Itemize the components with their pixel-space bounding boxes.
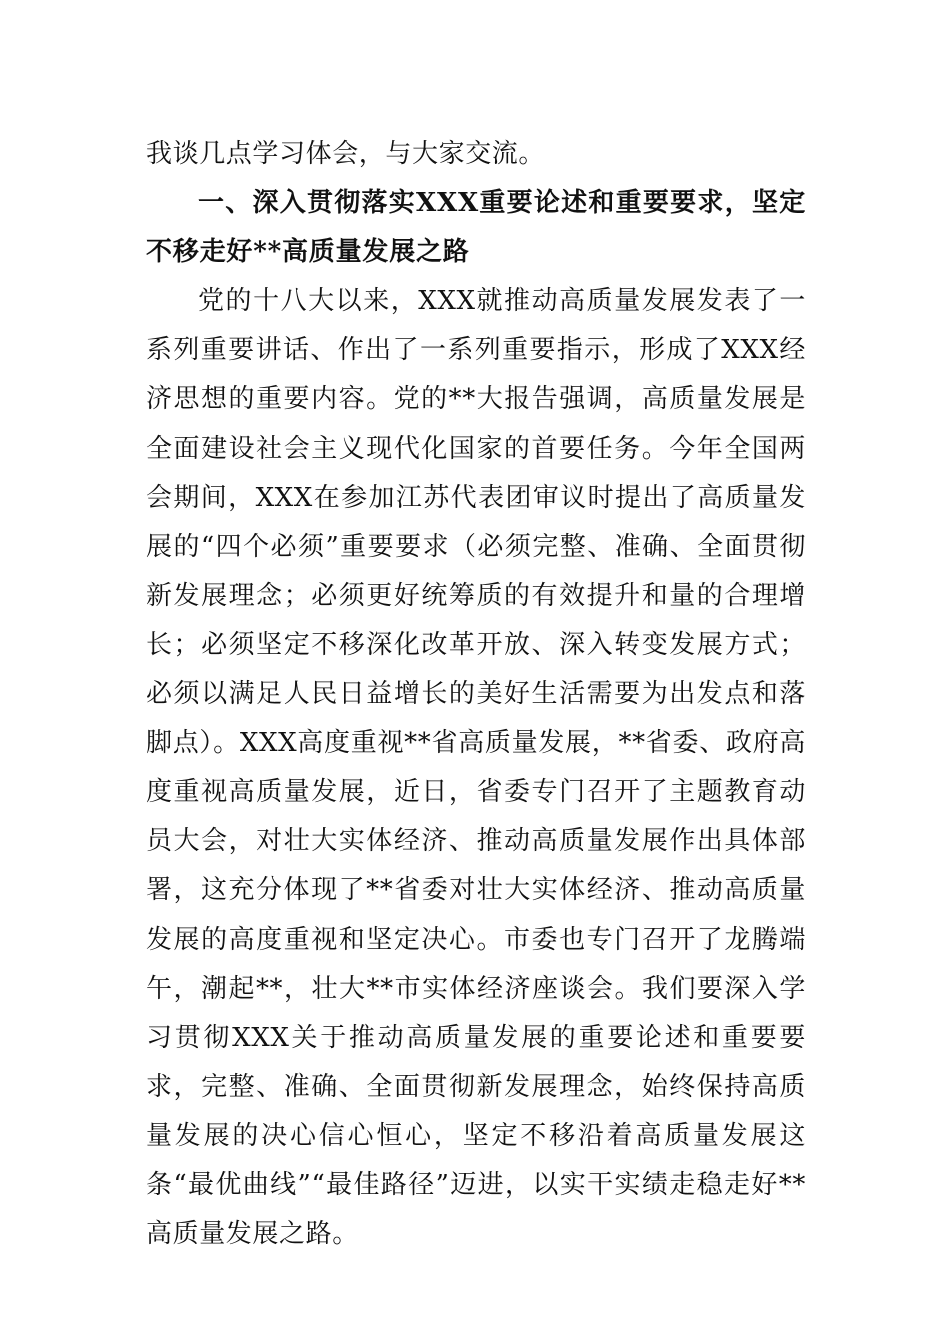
document-body [146,130,806,1259]
opening-line: 我谈几点学习体会，与大家交流。 [146,139,546,169]
body-paragraph: 党的十八大以来，XXX就推动高质量发展发表了一系列重要讲话、作出了一系列重要指示，形成了XXX经济思想的重要内容。党的**大报告强调，高质量发展是全面建设社会主义现代化国家的首要任务。今年全国两会期间，XXX在参加江苏代表团审议时提出了高质量发展的“四个必须”重要要求（必须完整、准确、全面贯彻新发展理念；必须更好统筹质的有效提升和量的合理增长；必须坚定不移深化改革开放、深入转变发展方式；必须以满足人民日益增长的美好生活需要为出发点和落脚点）。XXX高度重视**省高质量发展，**省委、政府高度重视高质量发展，近日，省委专门召开了主题教育动员大会，对壮大实体经济、推动高质量发展作出具体部署，这充分体现了**省委对壮大实体经济、推动高质量发展的高度重视和坚定决心。市委也专门召开了龙腾端午，潮起**，壮大**市实体经济座谈会。我们要深入学习贯彻XXX关于推动高质量发展的重要论述和重要要求，完整、准确、全面贯彻新发展理念，始终保持高质量发展的决心信心恒心，坚定不移沿着高质量发展这条“最优曲线”“最佳路径”迈进，以实干实绩走稳走好**高质量发展之路。 [146,286,806,1250]
section-heading: 一、深入贯彻落实XXX重要论述和重要要求，坚定不移走好**高质量发展之路 [146,188,806,268]
